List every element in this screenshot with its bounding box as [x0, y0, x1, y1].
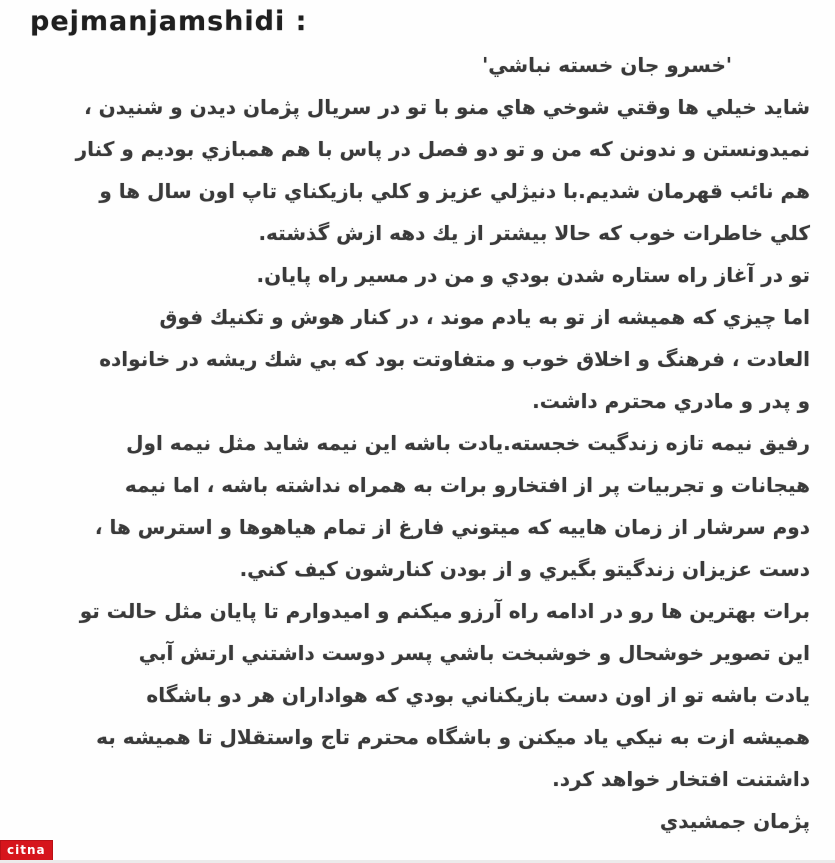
text-line: هم نائب قهرمان شديم.با دنيژلي عزيز و كلي بازيكناي تاپ اون سال ها و	[99, 179, 810, 203]
citna-watermark-logo: citna	[0, 840, 53, 861]
text-line: دست عزيزان زندگيتو بگيري و از بودن كنارشون كيف كني.	[239, 557, 810, 581]
text-line: هيجانات و تجربيات پر از افتخارو برات به همراه نداشته باشه ، اما نيمه	[124, 473, 810, 497]
text-line: كلي خاطرات خوب كه حالا بيشتر از يك دهه ازش گذشته.	[258, 221, 810, 245]
text-line-quote: 'خسرو جان خسته نباشي'	[482, 53, 732, 77]
post-body	[20, 44, 810, 842]
text-line: داشتنت افتخار خواهد كرد.	[552, 767, 810, 791]
text-line: يادت باشه تو از اون دست بازيكناني بودي كه هواداران هر دو باشگاه	[146, 683, 810, 707]
text-line: شايد خيلي ها وقتي شوخي هاي منو با تو در سريال پژمان ديدن و شنيدن ،	[84, 95, 810, 119]
text-line: رفيق نيمه تازه زندگيت خجسته.يادت باشه اين نيمه شايد مثل نيمه اول	[126, 431, 810, 455]
text-line: دوم سرشار از زمان هاييه كه ميتوني فارغ از تمام هياهوها و استرس ها ،	[94, 515, 810, 539]
signature-line: پژمان جمشيدي	[659, 809, 810, 833]
text-line: اما چيزي كه هميشه از تو به يادم موند ، در كنار هوش و تكنيك فوق	[159, 305, 810, 329]
text-line: هميشه ازت به نيكي ياد ميكنن و باشگاه محترم تاج واستقلال تا هميشه به	[96, 725, 810, 749]
text-line: و پدر و مادري محترم داشت.	[532, 389, 810, 413]
username-header: pejmanjamshidi :	[30, 6, 308, 37]
text-line: نميدونستن و ندونن كه من و تو دو فصل در پاس با هم همبازي بوديم و كنار	[75, 137, 810, 161]
text-line: اين تصوير خوشحال و خوشبخت باشي پسر دوست داشتني ارتش آبي	[138, 641, 810, 665]
text-line: برات بهترين ها رو در ادامه راه آرزو ميكنم و اميدوارم تا پايان مثل حالت تو	[79, 599, 810, 623]
text-line: تو در آغاز راه ستاره شدن بودي و من در مسير راه پايان.	[256, 263, 810, 287]
text-line: العادت ، فرهنگ و اخلاق خوب و متفاوتت بود كه بي شك ريشه در خانواده	[99, 347, 810, 371]
